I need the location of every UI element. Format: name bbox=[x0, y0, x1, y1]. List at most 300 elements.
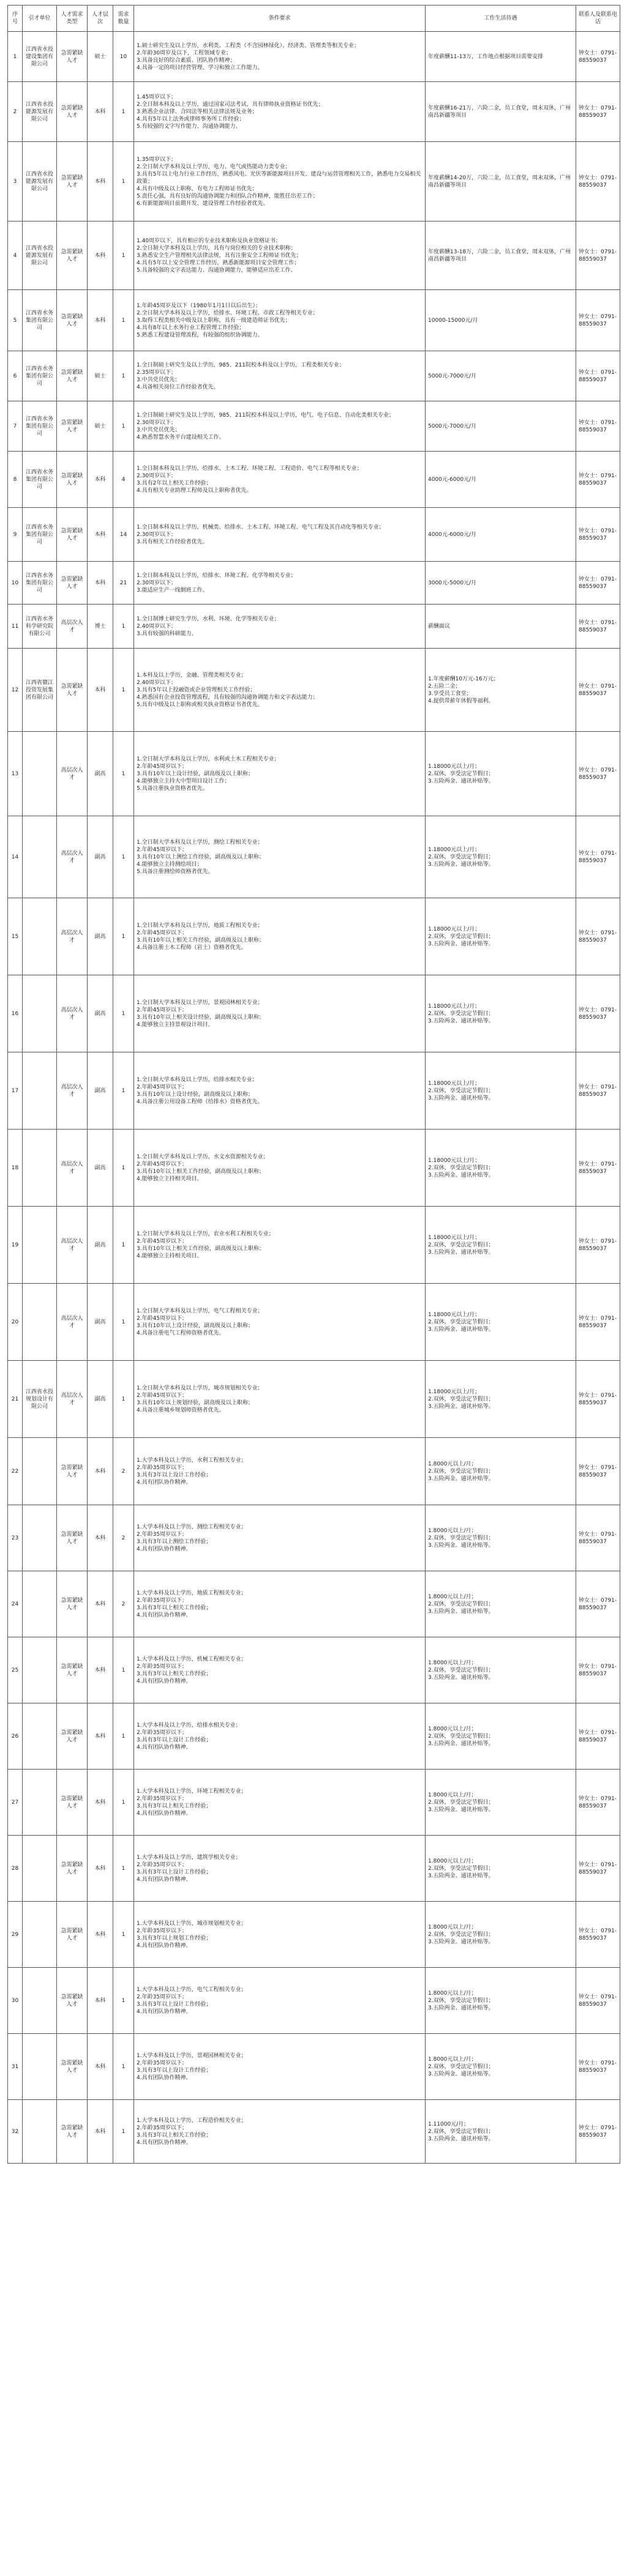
row-treatment: 1.8000元以上/月； 2.双休，享受法定节假日； 3.五险两金、通讯补贴等。 bbox=[426, 1836, 576, 1902]
row-unit bbox=[23, 1902, 57, 1968]
row-type: 急需紧缺人才 bbox=[57, 1505, 88, 1571]
row-level: 副高 bbox=[88, 1284, 113, 1361]
row-level: 本科 bbox=[88, 221, 113, 290]
row-treatment: 年度薪酬11-13万，工作地点根据项目需要安排 bbox=[426, 32, 576, 82]
row-level: 副高 bbox=[88, 898, 113, 975]
row-type: 高层次人才 bbox=[57, 1052, 88, 1130]
row-number: 23 bbox=[8, 1505, 23, 1571]
row-number: 5 bbox=[8, 290, 23, 351]
row-requirements: 1.大学本科及以上学历，建筑学相关专业； 2.年龄35周岁以下； 3.具有3年以上设计工作经验； 4.具有团队协作精神。 bbox=[134, 1836, 426, 1902]
table-row bbox=[8, 1637, 620, 1703]
recruitment-table-sheet bbox=[7, 5, 620, 2164]
row-unit: 江西省水投能源发展有限公司 bbox=[23, 82, 57, 142]
row-count: 1 bbox=[113, 1284, 134, 1361]
table-row bbox=[8, 1361, 620, 1438]
row-level: 硕士 bbox=[88, 32, 113, 82]
row-count: 1 bbox=[113, 1703, 134, 1770]
header-no: 序号 bbox=[8, 6, 23, 32]
row-number: 10 bbox=[8, 562, 23, 605]
row-unit: 江西省水投能源发展有限公司 bbox=[23, 221, 57, 290]
row-contact: 钟女士：0791-88559037 bbox=[576, 351, 620, 401]
row-number: 25 bbox=[8, 1637, 23, 1703]
row-contact: 钟女士：0791-88559037 bbox=[576, 82, 620, 142]
row-count: 2 bbox=[113, 1505, 134, 1571]
row-contact: 钟女士：0791-88559037 bbox=[576, 1505, 620, 1571]
row-unit: 江西省水投规划设计有限公司 bbox=[23, 1361, 57, 1438]
row-treatment: 10000-15000元/月 bbox=[426, 290, 576, 351]
row-number: 20 bbox=[8, 1284, 23, 1361]
row-count: 1 bbox=[113, 2034, 134, 2100]
row-level: 本科 bbox=[88, 290, 113, 351]
row-treatment: 1.8000元以上/月； 2.双休，享受法定节假日； 3.五险两金、通讯补贴等。 bbox=[426, 1571, 576, 1637]
row-level: 副高 bbox=[88, 1361, 113, 1438]
table-row bbox=[8, 1052, 620, 1130]
row-unit bbox=[23, 1770, 57, 1836]
row-requirements: 1.全日制大学本科及以上学历，城市规划相关专业； 2.年龄45周岁以下； 3.具有10年以上规划经验，副高级及以上职称； 4.具备注册城乡规划师资格者优先。 bbox=[134, 1361, 426, 1438]
row-level: 副高 bbox=[88, 816, 113, 898]
row-count: 1 bbox=[113, 605, 134, 649]
row-count: 1 bbox=[113, 142, 134, 221]
table-row bbox=[8, 82, 620, 142]
row-treatment: 5000元-7000元/月 bbox=[426, 401, 576, 452]
row-requirements: 1.全日制大学本科及以上学历，地质工程相关专业； 2.年龄45周岁以下； 3.具有10年以上相关工作经验，副高级及以上职称； 4.具备注册土木工程师（岩土）资格者优先。 bbox=[134, 898, 426, 975]
row-count: 14 bbox=[113, 508, 134, 562]
row-number: 8 bbox=[8, 452, 23, 508]
row-treatment: 1.8000元以上/月； 2.双休，享受法定节假日； 3.五险两金、通讯补贴等。 bbox=[426, 1968, 576, 2034]
row-number: 16 bbox=[8, 975, 23, 1052]
row-level: 本科 bbox=[88, 1637, 113, 1703]
row-number: 27 bbox=[8, 1770, 23, 1836]
row-requirements: 1.大学本科及以上学历，城市规划相关专业； 2.年龄35周岁以下； 3.具有3年以上规划工作经验； 4.具有团队协作精神。 bbox=[134, 1902, 426, 1968]
row-count: 1 bbox=[113, 1130, 134, 1207]
row-type: 急需紧缺人才 bbox=[57, 1703, 88, 1770]
row-count: 1 bbox=[113, 975, 134, 1052]
row-type: 急需紧缺人才 bbox=[57, 508, 88, 562]
row-unit bbox=[23, 1637, 57, 1703]
row-type: 高层次人才 bbox=[57, 1130, 88, 1207]
row-treatment: 1.18000元以上/月； 2.双休，享受法定节假日； 3.五险两金、通讯补贴等。 bbox=[426, 1361, 576, 1438]
row-requirements: 1.全日制硕士研究生及以上学历，985、211院校本科及以上学历，工程类相关专业； 2.35周岁以下； 3.中共党员优先； 4.具备相关岗位工作经验者优先。 bbox=[134, 351, 426, 401]
row-count: 1 bbox=[113, 1361, 134, 1438]
row-treatment: 1.8000元以上/月； 2.双休，享受法定节假日； 3.五险两金、通讯补贴等。 bbox=[426, 2034, 576, 2100]
row-type: 急需紧缺人才 bbox=[57, 1836, 88, 1902]
row-unit bbox=[23, 898, 57, 975]
header-contact: 联系人及联系电话 bbox=[576, 6, 620, 32]
row-contact: 钟女士：0791-88559037 bbox=[576, 401, 620, 452]
row-contact: 钟女士：0791-88559037 bbox=[576, 732, 620, 816]
row-level: 本科 bbox=[88, 1571, 113, 1637]
row-count: 1 bbox=[113, 401, 134, 452]
row-count: 1 bbox=[113, 898, 134, 975]
table-row bbox=[8, 1505, 620, 1571]
row-contact: 钟女士：0791-88559037 bbox=[576, 1902, 620, 1968]
row-type: 急需紧缺人才 bbox=[57, 649, 88, 732]
row-level: 副高 bbox=[88, 975, 113, 1052]
row-contact: 钟女士：0791-88559037 bbox=[576, 1836, 620, 1902]
row-requirements: 1.全日制大学本科及以上学历，电气工程相关专业； 2.年龄45周岁以下； 3.具有10年以上设计经验，副高级及以上职称； 4.具备注册电气工程师资格者优先。 bbox=[134, 1284, 426, 1361]
table-row bbox=[8, 1571, 620, 1637]
row-contact: 钟女士：0791-88559037 bbox=[576, 508, 620, 562]
row-treatment: 1.18000元以上/月； 2.双休，享受法定节假日； 3.五险两金、通讯补贴等。 bbox=[426, 898, 576, 975]
row-unit bbox=[23, 1052, 57, 1130]
row-contact: 钟女士：0791-88559037 bbox=[576, 975, 620, 1052]
table-row bbox=[8, 1130, 620, 1207]
row-unit: 江西省水投能源发展有限公司 bbox=[23, 142, 57, 221]
row-level: 本科 bbox=[88, 1902, 113, 1968]
table-row bbox=[8, 562, 620, 605]
row-unit bbox=[23, 1130, 57, 1207]
table-row bbox=[8, 2100, 620, 2164]
row-requirements: 1.年龄45周岁及以下（1980年1月1日以后出生）； 2.全日制大学本科及以上学历，给排水、环境工程、市政工程等相关专业； 3.取得工程类相关中级及以上职称，具有一级建造师证书优先； 4.具有8年以上水务行业工程管理工作经验； 5.熟悉工程建设管理流程，有较强的组织协调能力。 bbox=[134, 290, 426, 351]
row-contact: 钟女士：0791-88559037 bbox=[576, 1770, 620, 1836]
row-level: 本科 bbox=[88, 562, 113, 605]
row-type: 急需紧缺人才 bbox=[57, 1637, 88, 1703]
table-row bbox=[8, 142, 620, 221]
row-unit bbox=[23, 1438, 57, 1505]
row-count: 10 bbox=[113, 32, 134, 82]
row-unit bbox=[23, 816, 57, 898]
row-number: 6 bbox=[8, 351, 23, 401]
row-level: 本科 bbox=[88, 1770, 113, 1836]
header-requirements: 条件要求 bbox=[134, 6, 426, 32]
row-contact: 钟女士：0791-88559037 bbox=[576, 649, 620, 732]
row-count: 1 bbox=[113, 816, 134, 898]
row-level: 本科 bbox=[88, 1505, 113, 1571]
row-unit: 江西省水务集团有限公司 bbox=[23, 351, 57, 401]
row-count: 1 bbox=[113, 1968, 134, 2034]
row-treatment: 1.11000元/月； 2.双休，享受法定节假日； 3.五险两金、通讯补贴等。 bbox=[426, 2100, 576, 2164]
row-contact: 钟女士：0791-88559037 bbox=[576, 1052, 620, 1130]
row-level: 博士 bbox=[88, 605, 113, 649]
row-unit bbox=[23, 975, 57, 1052]
row-level: 本科 bbox=[88, 142, 113, 221]
row-treatment: 年度薪酬14-20万，六险二金，员工食堂，周末双休，广州南昌新疆等项目 bbox=[426, 142, 576, 221]
row-contact: 钟女士：0791-88559037 bbox=[576, 1361, 620, 1438]
row-type: 高层次人才 bbox=[57, 975, 88, 1052]
row-number: 9 bbox=[8, 508, 23, 562]
table-row bbox=[8, 508, 620, 562]
row-count: 1 bbox=[113, 649, 134, 732]
row-level: 本科 bbox=[88, 1968, 113, 2034]
row-level: 副高 bbox=[88, 1207, 113, 1284]
row-requirements: 1.全日制本科及以上学历，机械类、给排水、土木工程、环境工程、电气工程及其自动化等相关专业； 2.30周岁以下； 3.具有相关工作经验者优先。 bbox=[134, 508, 426, 562]
table-row bbox=[8, 290, 620, 351]
row-number: 11 bbox=[8, 605, 23, 649]
row-level: 本科 bbox=[88, 508, 113, 562]
row-type: 急需紧缺人才 bbox=[57, 1902, 88, 1968]
table-row bbox=[8, 1968, 620, 2034]
row-number: 7 bbox=[8, 401, 23, 452]
row-contact: 钟女士：0791-88559037 bbox=[576, 2100, 620, 2164]
header-treatment: 工作生活待遇 bbox=[426, 6, 576, 32]
row-number: 15 bbox=[8, 898, 23, 975]
row-number: 26 bbox=[8, 1703, 23, 1770]
row-unit: 江西省水务集团有限公司 bbox=[23, 562, 57, 605]
row-treatment: 4000元-6000元/月 bbox=[426, 508, 576, 562]
row-number: 3 bbox=[8, 142, 23, 221]
row-requirements: 1.全日制本科及以上学历，给排水、环境工程、化学等相关专业； 2.30周岁以下； 3.能适应生产一线倒班工作。 bbox=[134, 562, 426, 605]
row-requirements: 1.硕士研究生及以上学历，水利类、工程类（不含园林绿化）、经济类、管理类等相关专业； 2.年龄30周岁及以下，工程领域专业； 3.具备良好的综合素质、团队协作精神； 4.具备一定的项目经营管理、学习和独立工作能力。 bbox=[134, 32, 426, 82]
row-level: 本科 bbox=[88, 1703, 113, 1770]
row-type: 急需紧缺人才 bbox=[57, 401, 88, 452]
row-contact: 钟女士：0791-88559037 bbox=[576, 605, 620, 649]
row-contact: 钟女士：0791-88559037 bbox=[576, 816, 620, 898]
table-row bbox=[8, 1703, 620, 1770]
row-unit: 江西省赣江投资发展集团有限公司 bbox=[23, 649, 57, 732]
header-unit: 引才单位 bbox=[23, 6, 57, 32]
row-type: 急需紧缺人才 bbox=[57, 32, 88, 82]
row-count: 1 bbox=[113, 290, 134, 351]
row-unit bbox=[23, 2034, 57, 2100]
row-contact: 钟女士：0791-88559037 bbox=[576, 32, 620, 82]
row-requirements: 1.大学本科及以上学历，景观园林相关专业； 2.年龄35周岁以下； 3.具有3年以上设计工作经验； 4.具有团队协作精神。 bbox=[134, 2034, 426, 2100]
row-contact: 钟女士：0791-88559037 bbox=[576, 898, 620, 975]
row-contact: 钟女士：0791-88559037 bbox=[576, 562, 620, 605]
row-number: 12 bbox=[8, 649, 23, 732]
row-number: 13 bbox=[8, 732, 23, 816]
row-requirements: 1.大学本科及以上学历，测绘工程相关专业； 2.年龄35周岁以下； 3.具有3年以上测绘工作经验； 4.具有团队协作精神。 bbox=[134, 1505, 426, 1571]
row-contact: 钟女士：0791-88559037 bbox=[576, 1438, 620, 1505]
row-level: 本科 bbox=[88, 649, 113, 732]
row-treatment: 1.年度薪酬10万元-16万元； 2.五险二金； 3.享受员工食堂； 4.提供带薪年休假等福利。 bbox=[426, 649, 576, 732]
row-contact: 钟女士：0791-88559037 bbox=[576, 290, 620, 351]
row-count: 1 bbox=[113, 82, 134, 142]
row-level: 副高 bbox=[88, 1052, 113, 1130]
table-body bbox=[8, 32, 620, 2164]
row-type: 高层次人才 bbox=[57, 732, 88, 816]
row-type: 急需紧缺人才 bbox=[57, 562, 88, 605]
row-count: 21 bbox=[113, 562, 134, 605]
row-number: 1 bbox=[8, 32, 23, 82]
row-treatment: 1.8000元以上/月； 2.双休，享受法定节假日； 3.五险两金、通讯补贴等。 bbox=[426, 1770, 576, 1836]
row-number: 31 bbox=[8, 2034, 23, 2100]
row-requirements: 1.全日制本科及以上学历，给排水、土木工程、环境工程、工程造价、电气工程等相关专业； 2.30周岁以下； 3.具有2年以上相关工作经验； 4.具有相关专业助理工程师及以上职称者优先。 bbox=[134, 452, 426, 508]
row-requirements: 1.大学本科及以上学历，环境工程相关专业； 2.年龄35周岁以下； 3.具有3年以上相关工作经验； 4.具有团队协作精神。 bbox=[134, 1770, 426, 1836]
table-row bbox=[8, 32, 620, 82]
row-number: 30 bbox=[8, 1968, 23, 2034]
row-unit: 江西省水务集团有限公司 bbox=[23, 452, 57, 508]
table-row bbox=[8, 816, 620, 898]
row-requirements: 1.全日制大学本科及以上学历，景观园林相关专业； 2.年龄45周岁以下； 3.具有10年以上相关设计经验，副高级及以上职称； 4.能够独立主持景观设计项目。 bbox=[134, 975, 426, 1052]
row-requirements: 1.全日制大学本科及以上学历，给排水相关专业； 2.年龄45周岁以下； 3.具有10年以上设计经验，副高级及以上职称； 4.具备注册公用设备工程师（给排水）资格者优先。 bbox=[134, 1052, 426, 1130]
row-requirements: 1.大学本科及以上学历，机械工程相关专业； 2.年龄35周岁以下； 3.具有3年以上相关工作经验； 4.具有团队协作精神。 bbox=[134, 1637, 426, 1703]
row-requirements: 1.全日制大学本科及以上学历，农业水利工程相关专业； 2.年龄45周岁以下； 3.具有10年以上相关工作经验，副高级及以上职称； 4.能够独立主持相关项目。 bbox=[134, 1207, 426, 1284]
row-level: 硕士 bbox=[88, 351, 113, 401]
table-header bbox=[8, 6, 620, 32]
row-number: 29 bbox=[8, 1902, 23, 1968]
row-unit bbox=[23, 1968, 57, 2034]
row-unit: 江西省水务集团有限公司 bbox=[23, 290, 57, 351]
row-requirements: 1.全日制大学本科及以上学历，测绘工程相关专业； 2.年龄45周岁以下； 3.具有10年以上测绘工作经验，副高级及以上职称； 4.能够独立主持测绘项目； 5.具备注册测绘师资格者优先。 bbox=[134, 816, 426, 898]
row-treatment: 1.18000元以上/月； 2.双休，享受法定节假日； 3.五险两金、通讯补贴等。 bbox=[426, 1207, 576, 1284]
row-contact: 钟女士：0791-88559037 bbox=[576, 1207, 620, 1284]
header-level: 人才层次 bbox=[88, 6, 113, 32]
row-type: 急需紧缺人才 bbox=[57, 221, 88, 290]
row-type: 急需紧缺人才 bbox=[57, 2034, 88, 2100]
row-type: 急需紧缺人才 bbox=[57, 1968, 88, 2034]
row-treatment: 4000元-6000元/月 bbox=[426, 452, 576, 508]
row-count: 1 bbox=[113, 1836, 134, 1902]
table-row bbox=[8, 2034, 620, 2100]
row-level: 本科 bbox=[88, 82, 113, 142]
table-row bbox=[8, 221, 620, 290]
row-number: 22 bbox=[8, 1438, 23, 1505]
table-row bbox=[8, 605, 620, 649]
row-level: 副高 bbox=[88, 732, 113, 816]
row-count: 1 bbox=[113, 732, 134, 816]
row-contact: 钟女士：0791-88559037 bbox=[576, 221, 620, 290]
row-level: 本科 bbox=[88, 2034, 113, 2100]
row-requirements: 1.大学本科及以上学历，水利工程相关专业； 2.年龄35周岁以下； 3.具有3年以上设计工作经验； 4.具有团队协作精神。 bbox=[134, 1438, 426, 1505]
row-unit bbox=[23, 1505, 57, 1571]
row-requirements: 1.35周岁以下； 2.全日制大学本科及以上学历，电力、电气或热能动力类专业； 3.具有5年以上电力行业工作经历，熟悉风电、光伏等新能源项目开发、建设与运营管理相关工作，熟悉电力交易相关政策； 4.具有中级及以上职称，有电力工程师证书优先； 5.责任心强，具有良好的沟通协调能力和团队合作精神，能胜任出差工作； 6.有新能源项目前期开发、建设管理工作经验者优先。 bbox=[134, 142, 426, 221]
row-treatment: 1.18000元以上/月； 2.双休，享受法定节假日； 3.五险两金、通讯补贴等。 bbox=[426, 975, 576, 1052]
row-contact: 钟女士：0791-88559037 bbox=[576, 1284, 620, 1361]
row-type: 急需紧缺人才 bbox=[57, 1770, 88, 1836]
row-number: 17 bbox=[8, 1052, 23, 1130]
row-number: 18 bbox=[8, 1130, 23, 1207]
row-type: 高层次人才 bbox=[57, 1361, 88, 1438]
row-treatment: 1.8000元以上/月； 2.双休，享受法定节假日； 3.五险两金、通讯补贴等。 bbox=[426, 1438, 576, 1505]
row-type: 急需紧缺人才 bbox=[57, 290, 88, 351]
table-row bbox=[8, 1836, 620, 1902]
row-requirements: 1.大学本科及以上学历，电气工程相关专业； 2.年龄35周岁以下； 3.具有3年以上设计工作经验； 4.具有团队协作精神。 bbox=[134, 1968, 426, 2034]
row-contact: 钟女士：0791-88559037 bbox=[576, 1637, 620, 1703]
row-number: 4 bbox=[8, 221, 23, 290]
row-contact: 钟女士：0791-88559037 bbox=[576, 1968, 620, 2034]
row-type: 急需紧缺人才 bbox=[57, 82, 88, 142]
row-treatment: 1.18000元以上/月； 2.双休，享受法定节假日； 3.五险两金、通讯补贴等。 bbox=[426, 732, 576, 816]
row-number: 28 bbox=[8, 1836, 23, 1902]
row-type: 急需紧缺人才 bbox=[57, 142, 88, 221]
row-count: 1 bbox=[113, 2100, 134, 2164]
row-treatment: 1.8000元以上/月； 2.双休，享受法定节假日； 3.五险两金、通讯补贴等。 bbox=[426, 1505, 576, 1571]
row-level: 本科 bbox=[88, 2100, 113, 2164]
row-number: 2 bbox=[8, 82, 23, 142]
row-treatment: 年度薪酬16-21万，六险二金，员工食堂，周末双休，广州南昌新疆等项目 bbox=[426, 82, 576, 142]
row-count: 1 bbox=[113, 1637, 134, 1703]
row-treatment: 薪酬面议 bbox=[426, 605, 576, 649]
row-level: 本科 bbox=[88, 1836, 113, 1902]
row-count: 1 bbox=[113, 1052, 134, 1130]
row-requirements: 1.全日制大学本科及以上学历，水利或土木工程相关专业； 2.年龄45周岁以下； 3.具有10年以上设计经验，副高级及以上职称； 4.能够独立主持大中型项目设计工作； 5.具备注册执业资格者优先。 bbox=[134, 732, 426, 816]
row-contact: 钟女士：0791-88559037 bbox=[576, 1571, 620, 1637]
row-contact: 钟女士：0791-88559037 bbox=[576, 2034, 620, 2100]
row-unit: 江西省水务集团有限公司 bbox=[23, 401, 57, 452]
row-treatment: 1.8000元以上/月； 2.双休，享受法定节假日； 3.五险两金、通讯补贴等。 bbox=[426, 1703, 576, 1770]
row-treatment: 1.18000元以上/月； 2.双休，享受法定节假日； 3.五险两金、通讯补贴等。 bbox=[426, 1130, 576, 1207]
row-requirements: 1.45周岁以下； 2.全日制本科及以上学历，通过国家司法考试，具有律师执业资格证书优先； 3.熟悉企业法律、合同法等相关法律法规及业务； 4.具有5年以上法务或律师事务所工作经验； 5.有较强的文字写作能力、沟通协调能力。 bbox=[134, 82, 426, 142]
row-number: 24 bbox=[8, 1571, 23, 1637]
row-type: 高层次人才 bbox=[57, 1284, 88, 1361]
row-treatment: 1.18000元以上/月； 2.双休，享受法定节假日； 3.五险两金、通讯补贴等。 bbox=[426, 1052, 576, 1130]
row-type: 急需紧缺人才 bbox=[57, 2100, 88, 2164]
row-unit bbox=[23, 1284, 57, 1361]
table-row bbox=[8, 401, 620, 452]
table-row bbox=[8, 1284, 620, 1361]
row-unit bbox=[23, 1836, 57, 1902]
table-row bbox=[8, 452, 620, 508]
row-count: 4 bbox=[113, 452, 134, 508]
row-type: 急需紧缺人才 bbox=[57, 1571, 88, 1637]
row-treatment: 1.8000元以上/月； 2.双休，享受法定节假日； 3.五险两金、通讯补贴等。 bbox=[426, 1637, 576, 1703]
row-unit bbox=[23, 732, 57, 816]
row-contact: 钟女士：0791-88559037 bbox=[576, 452, 620, 508]
row-type: 急需紧缺人才 bbox=[57, 351, 88, 401]
row-number: 14 bbox=[8, 816, 23, 898]
row-treatment: 5000元-7000元/月 bbox=[426, 351, 576, 401]
recruitment-table bbox=[7, 5, 620, 2164]
row-level: 本科 bbox=[88, 1438, 113, 1505]
row-number: 32 bbox=[8, 2100, 23, 2164]
row-treatment: 1.18000元以上/月； 2.双休，享受法定节假日； 3.五险两金、通讯补贴等。 bbox=[426, 1284, 576, 1361]
row-requirements: 1.全日制博士研究生学历，水利、环境、化学等相关专业； 2.40周岁以下； 3.具有较强的科研能力。 bbox=[134, 605, 426, 649]
row-requirements: 1.大学本科及以上学历，工程造价相关专业； 2.年龄35周岁以下； 3.具有3年以上相关工作经验； 4.具有团队协作精神。 bbox=[134, 2100, 426, 2164]
row-type: 急需紧缺人才 bbox=[57, 452, 88, 508]
row-requirements: 1.大学本科及以上学历，地质工程相关专业； 2.年龄35周岁以下； 3.具有3年以上相关工作经验； 4.具有团队协作精神。 bbox=[134, 1571, 426, 1637]
table-row bbox=[8, 975, 620, 1052]
row-count: 1 bbox=[113, 1902, 134, 1968]
table-row bbox=[8, 1902, 620, 1968]
header-type: 人才需求类型 bbox=[57, 6, 88, 32]
row-type: 高层次人才 bbox=[57, 816, 88, 898]
row-count: 1 bbox=[113, 1770, 134, 1836]
row-count: 1 bbox=[113, 221, 134, 290]
row-unit: 江西省水投建设集团有限公司 bbox=[23, 32, 57, 82]
row-unit: 江西省水务集团有限公司 bbox=[23, 508, 57, 562]
row-requirements: 1.40周岁以下，具有相应的专业技术职称及执业资格证书； 2.全日制大学本科及以上学历，具有与岗位相关的专业技术职称； 3.熟悉安全生产管理相关法律法规，具有注册安全工程师证书优先； 4.具有5年以上安全管理工作经历，熟悉新能源项目安全管理工作； 5.具备较强的文字表达能力、沟通协调能力，能够适应出差工作。 bbox=[134, 221, 426, 290]
row-count: 2 bbox=[113, 1571, 134, 1637]
row-type: 急需紧缺人才 bbox=[57, 1438, 88, 1505]
row-treatment: 1.8000元以上/月； 2.双休，享受法定节假日； 3.五险两金、通讯补贴等。 bbox=[426, 1902, 576, 1968]
row-treatment: 3000元-5000元/月 bbox=[426, 562, 576, 605]
row-requirements: 1.大学本科及以上学历，给排水相关专业； 2.年龄35周岁以下； 3.具有3年以上设计工作经验； 4.具有团队协作精神。 bbox=[134, 1703, 426, 1770]
table-row bbox=[8, 351, 620, 401]
table-row bbox=[8, 1207, 620, 1284]
row-contact: 钟女士：0791-88559037 bbox=[576, 142, 620, 221]
row-unit: 江西省水务科学研究院有限公司 bbox=[23, 605, 57, 649]
row-unit bbox=[23, 1571, 57, 1637]
row-requirements: 1.全日制硕士研究生及以上学历，985、211院校本科及以上学历，电气、电子信息、自动化类相关专业； 2.30周岁以下； 3.中共党员优先； 4.熟悉智慧水务平台建设相关工作。 bbox=[134, 401, 426, 452]
row-requirements: 1.全日制大学本科及以上学历，水文水资源相关专业； 2.年龄45周岁以下； 3.具有10年以上相关工作经验，副高级及以上职称； 4.能够独立主持相关项目。 bbox=[134, 1130, 426, 1207]
row-type: 高层次人才 bbox=[57, 1207, 88, 1284]
row-treatment: 年度薪酬13-18万，六险二金，员工食堂，周末双休，广州南昌新疆等项目 bbox=[426, 221, 576, 290]
row-number: 21 bbox=[8, 1361, 23, 1438]
row-unit bbox=[23, 1703, 57, 1770]
row-treatment: 1.18000元以上/月； 2.双休，享受法定节假日； 3.五险两金、通讯补贴等。 bbox=[426, 816, 576, 898]
row-unit bbox=[23, 2100, 57, 2164]
table-row bbox=[8, 898, 620, 975]
row-contact: 钟女士：0791-88559037 bbox=[576, 1703, 620, 1770]
row-requirements: 1.本科及以上学历，金融、管理类相关专业； 2.40周岁以下； 3.具有5年以上投融资或企业管理相关工作经验； 4.熟悉国有企业投资管理流程，具有较强的沟通协调能力和文字表达能力； 5.具有中级及以上职称或相关执业资格证书者优先。 bbox=[134, 649, 426, 732]
row-contact: 钟女士：0791-88559037 bbox=[576, 1130, 620, 1207]
row-type: 高层次人才 bbox=[57, 898, 88, 975]
row-count: 2 bbox=[113, 1438, 134, 1505]
row-level: 副高 bbox=[88, 1130, 113, 1207]
row-number: 19 bbox=[8, 1207, 23, 1284]
table-row bbox=[8, 1438, 620, 1505]
table-row bbox=[8, 732, 620, 816]
row-level: 本科 bbox=[88, 452, 113, 508]
row-type: 高层次人才 bbox=[57, 605, 88, 649]
table-row bbox=[8, 649, 620, 732]
header-count: 需求数量 bbox=[113, 6, 134, 32]
row-level: 硕士 bbox=[88, 401, 113, 452]
row-count: 1 bbox=[113, 351, 134, 401]
table-row bbox=[8, 1770, 620, 1836]
row-unit bbox=[23, 1207, 57, 1284]
row-count: 1 bbox=[113, 1207, 134, 1284]
